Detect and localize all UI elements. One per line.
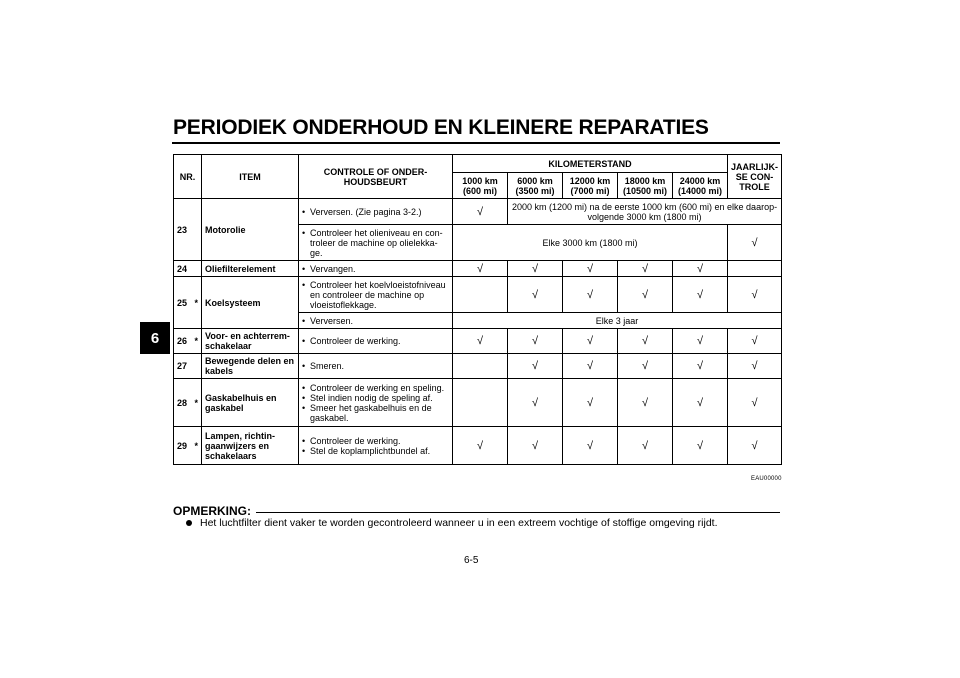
header-km-group: KILOMETERSTAND [453,155,728,173]
dealer-star: * [194,397,198,408]
tick-mark: √ [728,354,782,379]
row-control: • Controleer de werking en speling. [310,383,449,393]
tick-mark: √ [508,354,563,379]
header-km-12000: 12000 km (7000 mi) [563,173,618,199]
row-control: • Controleer het koelvloeistofniveau en controleer de machine op vloeistoflekkage. [310,280,449,310]
tick-mark: √ [508,277,563,313]
row-nr: 25 [177,297,188,308]
tick-mark: √ [618,277,673,313]
header-annual: JAARLIJK-SE CON-TROLE [728,155,782,199]
row-control: • Stel indien nodig de speling af. [310,393,449,403]
tick-mark: √ [453,427,508,465]
tick-mark: √ [618,379,673,427]
tick-mark: √ [453,199,508,225]
tick-mark: √ [673,261,728,277]
interval-note: Elke 3000 km (1800 mi) [453,225,728,261]
tick-mark: √ [563,261,618,277]
tick-mark: √ [453,329,508,354]
row-item: Oliefilterelement [202,261,299,277]
row-nr: 26 [177,336,188,346]
row-item: Voor- en achterrem-schakelaar [202,329,299,354]
tick-mark: √ [563,379,618,427]
table-row [174,277,782,313]
maintenance-table [173,154,782,465]
tick-mark: √ [728,329,782,354]
page-title: PERIODIEK ONDERHOUD EN KLEINERE REPARATIES [173,116,709,139]
row-control: • Smeer het gaskabelhuis en de gaskabel. [310,403,449,423]
tick-mark: √ [728,379,782,427]
tick-mark: √ [563,427,618,465]
tick-mark: √ [618,427,673,465]
tick-mark: √ [563,329,618,354]
table-row [174,261,782,277]
row-nr: 27 [174,354,202,379]
chapter-tab: 6 [140,322,170,354]
table-row [174,199,782,225]
interval-note: Elke 3 jaar [453,313,782,329]
table-row [174,379,782,427]
row-control: • Smeren. [310,361,449,371]
table-row [174,354,782,379]
header-km-6000: 6000 km (3500 mi) [508,173,563,199]
row-control: • Controleer de werking. [310,336,449,346]
tick-mark: √ [563,277,618,313]
header-km-18000: 18000 km (10500 mi) [618,173,673,199]
interval-note: 2000 km (1200 mi) na de eerste 1000 km (600 mi) en elke daarop-volgende 3000 km (1800 mi) [508,199,782,225]
header-item: ITEM [202,155,299,199]
tick-mark: √ [618,261,673,277]
title-rule [172,142,780,144]
header-km-1000: 1000 km (600 mi) [453,173,508,199]
row-item: Gaskabelhuis en gaskabel [202,379,299,427]
tick-mark: √ [618,329,673,354]
dealer-star: * [194,336,198,346]
tick-mark: √ [728,277,782,313]
tick-mark: √ [508,261,563,277]
table-row [174,329,782,354]
tick-mark: √ [728,225,782,261]
table-row [174,427,782,465]
tick-mark: √ [673,354,728,379]
row-item: Bewegende delen en kabels [202,354,299,379]
tick-mark: √ [453,261,508,277]
tick-mark: √ [508,427,563,465]
tick-mark: √ [563,354,618,379]
header-control: CONTROLE OF ONDER-HOUDSBEURT [299,155,453,199]
tick-mark: √ [673,427,728,465]
row-control: • Vervangen. [310,264,449,274]
header-km-24000: 24000 km (14000 mi) [673,173,728,199]
row-nr: 24 [174,261,202,277]
document-code: EAU00000 [751,476,782,482]
row-item: Lampen, richtin-gaanwijzers en schakelaars [202,427,299,465]
dealer-star: * [194,297,198,308]
row-nr: 29 [177,440,188,451]
note-text: Het luchtfilter dient vaker te worden gecontroleerd wanneer u in een extreem vochtige of stoffige omgeving rijdt. [200,517,718,529]
row-nr: 28 [177,397,188,408]
tick-mark: √ [508,329,563,354]
tick-mark: √ [673,277,728,313]
bullet-icon [186,520,192,526]
row-control: • Verversen. [310,316,449,326]
tick-mark: √ [673,379,728,427]
tick-mark: √ [728,427,782,465]
row-item: Motorolie [202,199,299,261]
header-nr: NR. [174,155,202,199]
note-rule [256,512,780,513]
note-item [186,517,718,529]
tick-mark: √ [618,354,673,379]
row-control: • Stel de koplamplichtbundel af. [310,446,449,456]
row-control: • Controleer de werking. [310,436,449,446]
tick-mark: √ [508,379,563,427]
row-nr: 23 [174,199,202,261]
page-number: 6-5 [464,555,479,566]
row-control: • Verversen. (Zie pagina 3-2.) [310,207,449,217]
row-control: • Controleer het olieniveau en con-troleer de machine op olielekka-ge. [310,228,449,258]
note-heading: OPMERKING: [173,504,251,518]
row-item: Koelsysteem [202,277,299,329]
tick-mark: √ [673,329,728,354]
dealer-star: * [194,440,198,451]
